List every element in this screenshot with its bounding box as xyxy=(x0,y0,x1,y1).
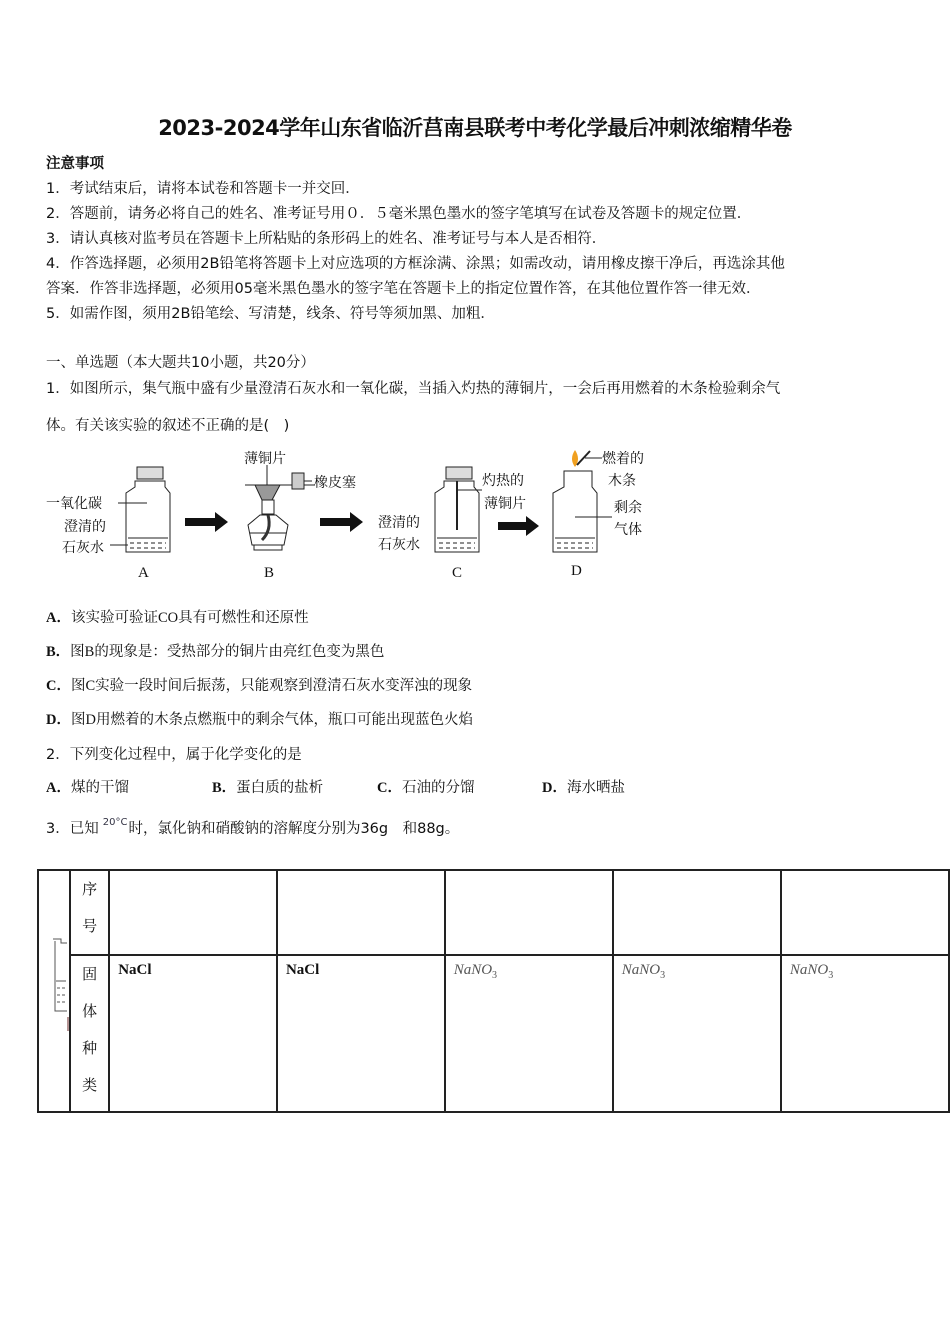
notice-item: 2．答题前，请务必将自己的姓名、准考证号用０．５毫米黑色墨水的签字笔填写在试卷及答题卡的规定位置． xyxy=(46,206,752,222)
panel-label-b: B xyxy=(264,565,275,581)
table-row xyxy=(38,870,949,955)
label-char: 类 xyxy=(82,1075,98,1094)
arrow-icon xyxy=(185,512,228,532)
q1-experiment-figure xyxy=(40,445,680,585)
label-lime-c1: 澄清的 xyxy=(378,515,420,531)
q3-stem-pre: 3．已知 xyxy=(46,821,99,837)
subscript: 3 xyxy=(660,969,666,981)
table-cell xyxy=(781,870,949,955)
option-key: B． xyxy=(212,780,237,796)
option-text: 该实验可验证CO具有可燃性和还原性 xyxy=(70,610,309,626)
option-key: D． xyxy=(542,780,567,796)
q2-stem: 2．下列变化过程中，属于化学变化的是 xyxy=(46,747,302,763)
bottle-a xyxy=(110,467,170,552)
q1-option-b[interactable] xyxy=(46,640,384,661)
q1-option-d[interactable] xyxy=(46,708,473,729)
q2-option-c[interactable] xyxy=(377,776,474,797)
subscript: 3 xyxy=(492,969,498,981)
label-gas2: 气体 xyxy=(614,522,642,538)
label-char: 种 xyxy=(82,1038,98,1057)
notice-item: 3．请认真核对监考员在答题卡上所粘贴的条形码上的姓名、准考证号与本人是否相符． xyxy=(46,231,607,247)
label-stick2: 木条 xyxy=(608,473,636,489)
option-text: 煤的干馏 xyxy=(70,780,129,796)
alcohol-lamp-b xyxy=(245,465,315,550)
q2-option-d[interactable] xyxy=(542,776,625,797)
label-char: 体 xyxy=(82,1001,98,1020)
option-text: 图D用燃着的木条点燃瓶中的剩余气体，瓶口可能出现蓝色火焰 xyxy=(70,712,473,728)
label-co: 一氧化碳 xyxy=(46,496,102,512)
q2-option-b[interactable] xyxy=(212,776,323,797)
label-char: 号 xyxy=(82,917,98,935)
panel-label-c: C xyxy=(452,565,463,581)
label-lime-a1: 澄清的 xyxy=(64,519,106,535)
table-cell xyxy=(277,870,445,955)
option-key: A． xyxy=(46,610,71,626)
q3-table xyxy=(37,869,950,1113)
q1-stem: 1．如图所示，集气瓶中盛有少量澄清石灰水和一氧化碳，当插入灼热的薄铜片，一会后再用燃着的木条检验剩余气 xyxy=(46,381,781,397)
section-heading: 一、单选题（本大题共10小题，共20分） xyxy=(46,355,315,371)
table-cell xyxy=(613,870,781,955)
table-cell xyxy=(445,955,613,1112)
label-stopper: 橡皮塞 xyxy=(314,475,356,491)
bottle-c xyxy=(435,467,482,552)
subscript: 3 xyxy=(828,969,834,981)
table-cell xyxy=(445,870,613,955)
q2-option-a[interactable] xyxy=(46,776,129,797)
formula: NaNO xyxy=(789,961,829,978)
formula: NaNO xyxy=(453,961,493,978)
label-char: 固 xyxy=(82,964,98,983)
option-key: D． xyxy=(46,712,71,728)
q3-stem xyxy=(46,817,459,838)
table-cell: NaCl xyxy=(109,955,277,1112)
label-copper: 薄铜片 xyxy=(244,451,286,467)
label-char: 序 xyxy=(82,880,98,898)
label-gas1: 剩余 xyxy=(614,500,642,516)
panel-label-a: A xyxy=(138,565,149,581)
option-text: 海水晒盐 xyxy=(566,780,625,796)
arrow-icon xyxy=(320,512,363,532)
notice-heading: 注意事项 xyxy=(46,156,104,172)
row-label-index xyxy=(70,870,109,955)
option-text: 图B的现象是：受热部分的铜片由亮红色变为黑色 xyxy=(70,644,385,660)
notice-item: 答案．作答非选择题，必须用05毫米黑色墨水的签字笔在答题卡上的指定位置作答，在其他位置作答一律无效． xyxy=(46,281,761,297)
table-cell: NaCl xyxy=(277,955,445,1112)
option-key: C． xyxy=(46,678,71,694)
q1-option-a[interactable] xyxy=(46,606,309,627)
arrow-icon xyxy=(498,516,539,536)
label-lime-c2: 石灰水 xyxy=(378,537,420,553)
table-cell xyxy=(109,870,277,955)
label-stick1: 燃着的 xyxy=(602,451,644,467)
notice-item: 4．作答选择题，必须用2B铅笔将答题卡上对应选项的方框涂满、涂黑；如需改动，请用橡皮擦干净后，再选涂其他 xyxy=(46,256,785,272)
notice-item: 5．如需作图，须用2B铅笔绘、写清楚，线条、符号等须加黑、加粗． xyxy=(46,306,495,322)
label-hot-copper2: 薄铜片 xyxy=(484,496,526,512)
option-key: B． xyxy=(46,644,71,660)
option-key: A． xyxy=(46,780,71,796)
table-cell xyxy=(781,955,949,1112)
label-hot-copper1: 灼热的 xyxy=(482,473,524,489)
table-row xyxy=(38,955,949,1112)
option-text: 石油的分馏 xyxy=(401,780,475,796)
beaker-icon xyxy=(39,871,69,1111)
table-cell xyxy=(613,955,781,1112)
option-text: 蛋白质的盐析 xyxy=(236,780,324,796)
q3-stem-post: 时，氯化钠和硝酸钠的溶解度分别为36g 和88g。 xyxy=(128,821,460,837)
panel-label-d: D xyxy=(571,563,582,579)
q1-stem-cont: 体。有关该实验的叙述不正确的是( ) xyxy=(46,418,290,434)
beaker-cell xyxy=(38,870,70,1112)
option-key: C． xyxy=(377,780,402,796)
formula: NaNO xyxy=(621,961,661,978)
option-text: 图C实验一段时间后振荡，只能观察到澄清石灰水变浑浊的现象 xyxy=(70,678,473,694)
page-title: 2023-2024学年山东省临沂莒南县联考中考化学最后冲刺浓缩精华卷 xyxy=(158,116,792,140)
notice-item: 1．考试结束后，请将本试卷和答题卡一并交回． xyxy=(46,181,360,197)
row-label-solid-type xyxy=(70,955,109,1112)
q1-option-c[interactable] xyxy=(46,674,472,695)
label-lime-a2: 石灰水 xyxy=(62,540,104,556)
temperature: 20°C xyxy=(102,817,128,828)
